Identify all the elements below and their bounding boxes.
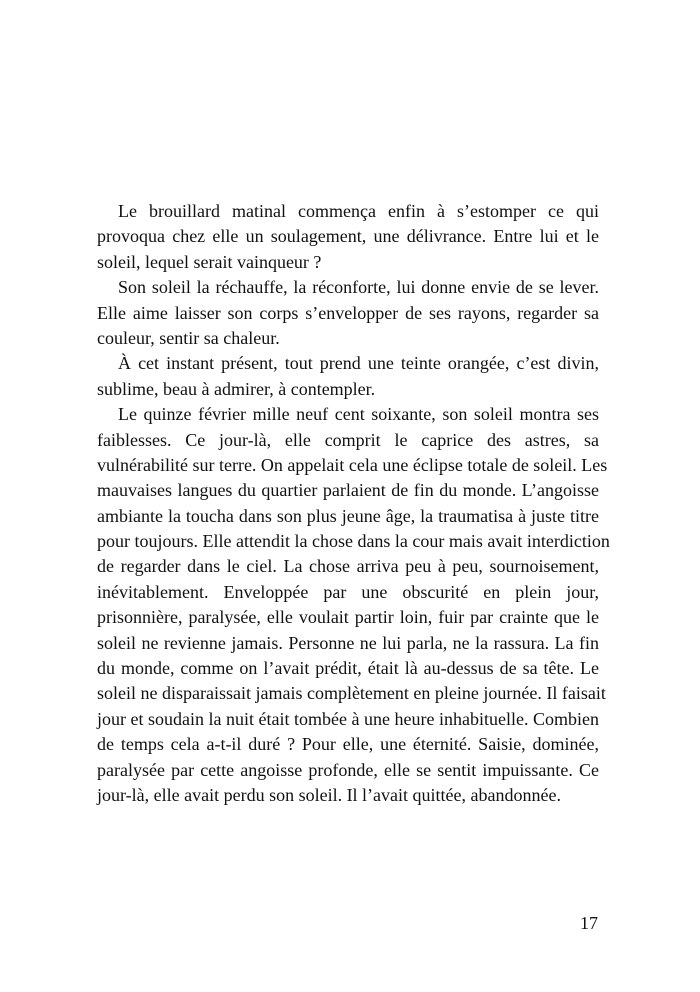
- text-line: inévitablement. Enveloppée par une obscurité en plein jour,: [97, 581, 599, 602]
- text-line: de temps cela a-t-il duré ? Pour elle, une éternité. Saisie, dominée,: [97, 734, 599, 755]
- text-line: jour-là, elle avait perdu son soleil. Il l’avait quittée, abandonnée.: [97, 784, 561, 805]
- text-line: faiblesses. Ce jour-là, elle comprit le caprice des astres, sa: [97, 429, 599, 450]
- text-line: paralysée par cette angoisse profonde, elle se sentit impuissante. Ce: [97, 759, 599, 780]
- text-line: de regarder dans le ciel. La chose arriva peu à peu, sournoisement,: [97, 556, 599, 577]
- paragraph: [97, 351, 599, 402]
- paragraph: [97, 199, 599, 275]
- text-line: Le quinze février mille neuf cent soixante, son soleil montra ses: [118, 404, 599, 425]
- body-text: [97, 199, 610, 808]
- text-line: couleur, sentir sa chaleur.: [97, 327, 280, 348]
- page-number: 17: [580, 913, 598, 933]
- text-line: provoqua chez elle un soulagement, une délivrance. Entre lui et le: [97, 226, 599, 247]
- text-line: mauvaises langues du quartier parlaient de fin du monde. L’angoisse: [97, 480, 599, 501]
- text-line: jour et soudain la nuit était tombée à une heure inhabituelle. Combien: [97, 708, 599, 729]
- paragraph: [97, 402, 610, 808]
- text-line: Elle aime laisser son corps s’envelopper de ses rayons, regarder sa: [97, 302, 599, 323]
- text-line: Son soleil la réchauffe, la réconforte, lui donne envie de se lever.: [118, 277, 599, 298]
- text-line: prisonnière, paralysée, elle voulait partir loin, fuir par crainte que le: [97, 607, 599, 628]
- paragraph: [97, 275, 599, 351]
- text-line: sublime, beau à admirer, à contempler.: [97, 378, 376, 399]
- text-line: Le brouillard matinal commença enfin à s’estomper ce qui: [118, 201, 599, 221]
- text-line: vulnérabilité sur terre. On appelait cela une éclipse totale de soleil. Les: [97, 454, 608, 475]
- text-line: À cet instant présent, tout prend une teinte orangée, c’est divin,: [118, 353, 599, 374]
- text-line: du monde, comme on l’avait prédit, était là au-dessus de sa tête. Le: [97, 658, 599, 679]
- text-line: soleil ne revienne jamais. Personne ne lui parla, ne la rassura. La fin: [97, 632, 599, 653]
- text-line: soleil, lequel serait vainqueur ?: [97, 251, 322, 272]
- text-line: soleil ne disparaissait jamais complètement en pleine journée. Il faisait: [97, 683, 606, 704]
- text-line: pour toujours. Elle attendit la chose dans la cour mais avait interdiction: [97, 531, 610, 552]
- text-line: ambiante la toucha dans son plus jeune âge, la traumatisa à juste titre: [97, 505, 599, 526]
